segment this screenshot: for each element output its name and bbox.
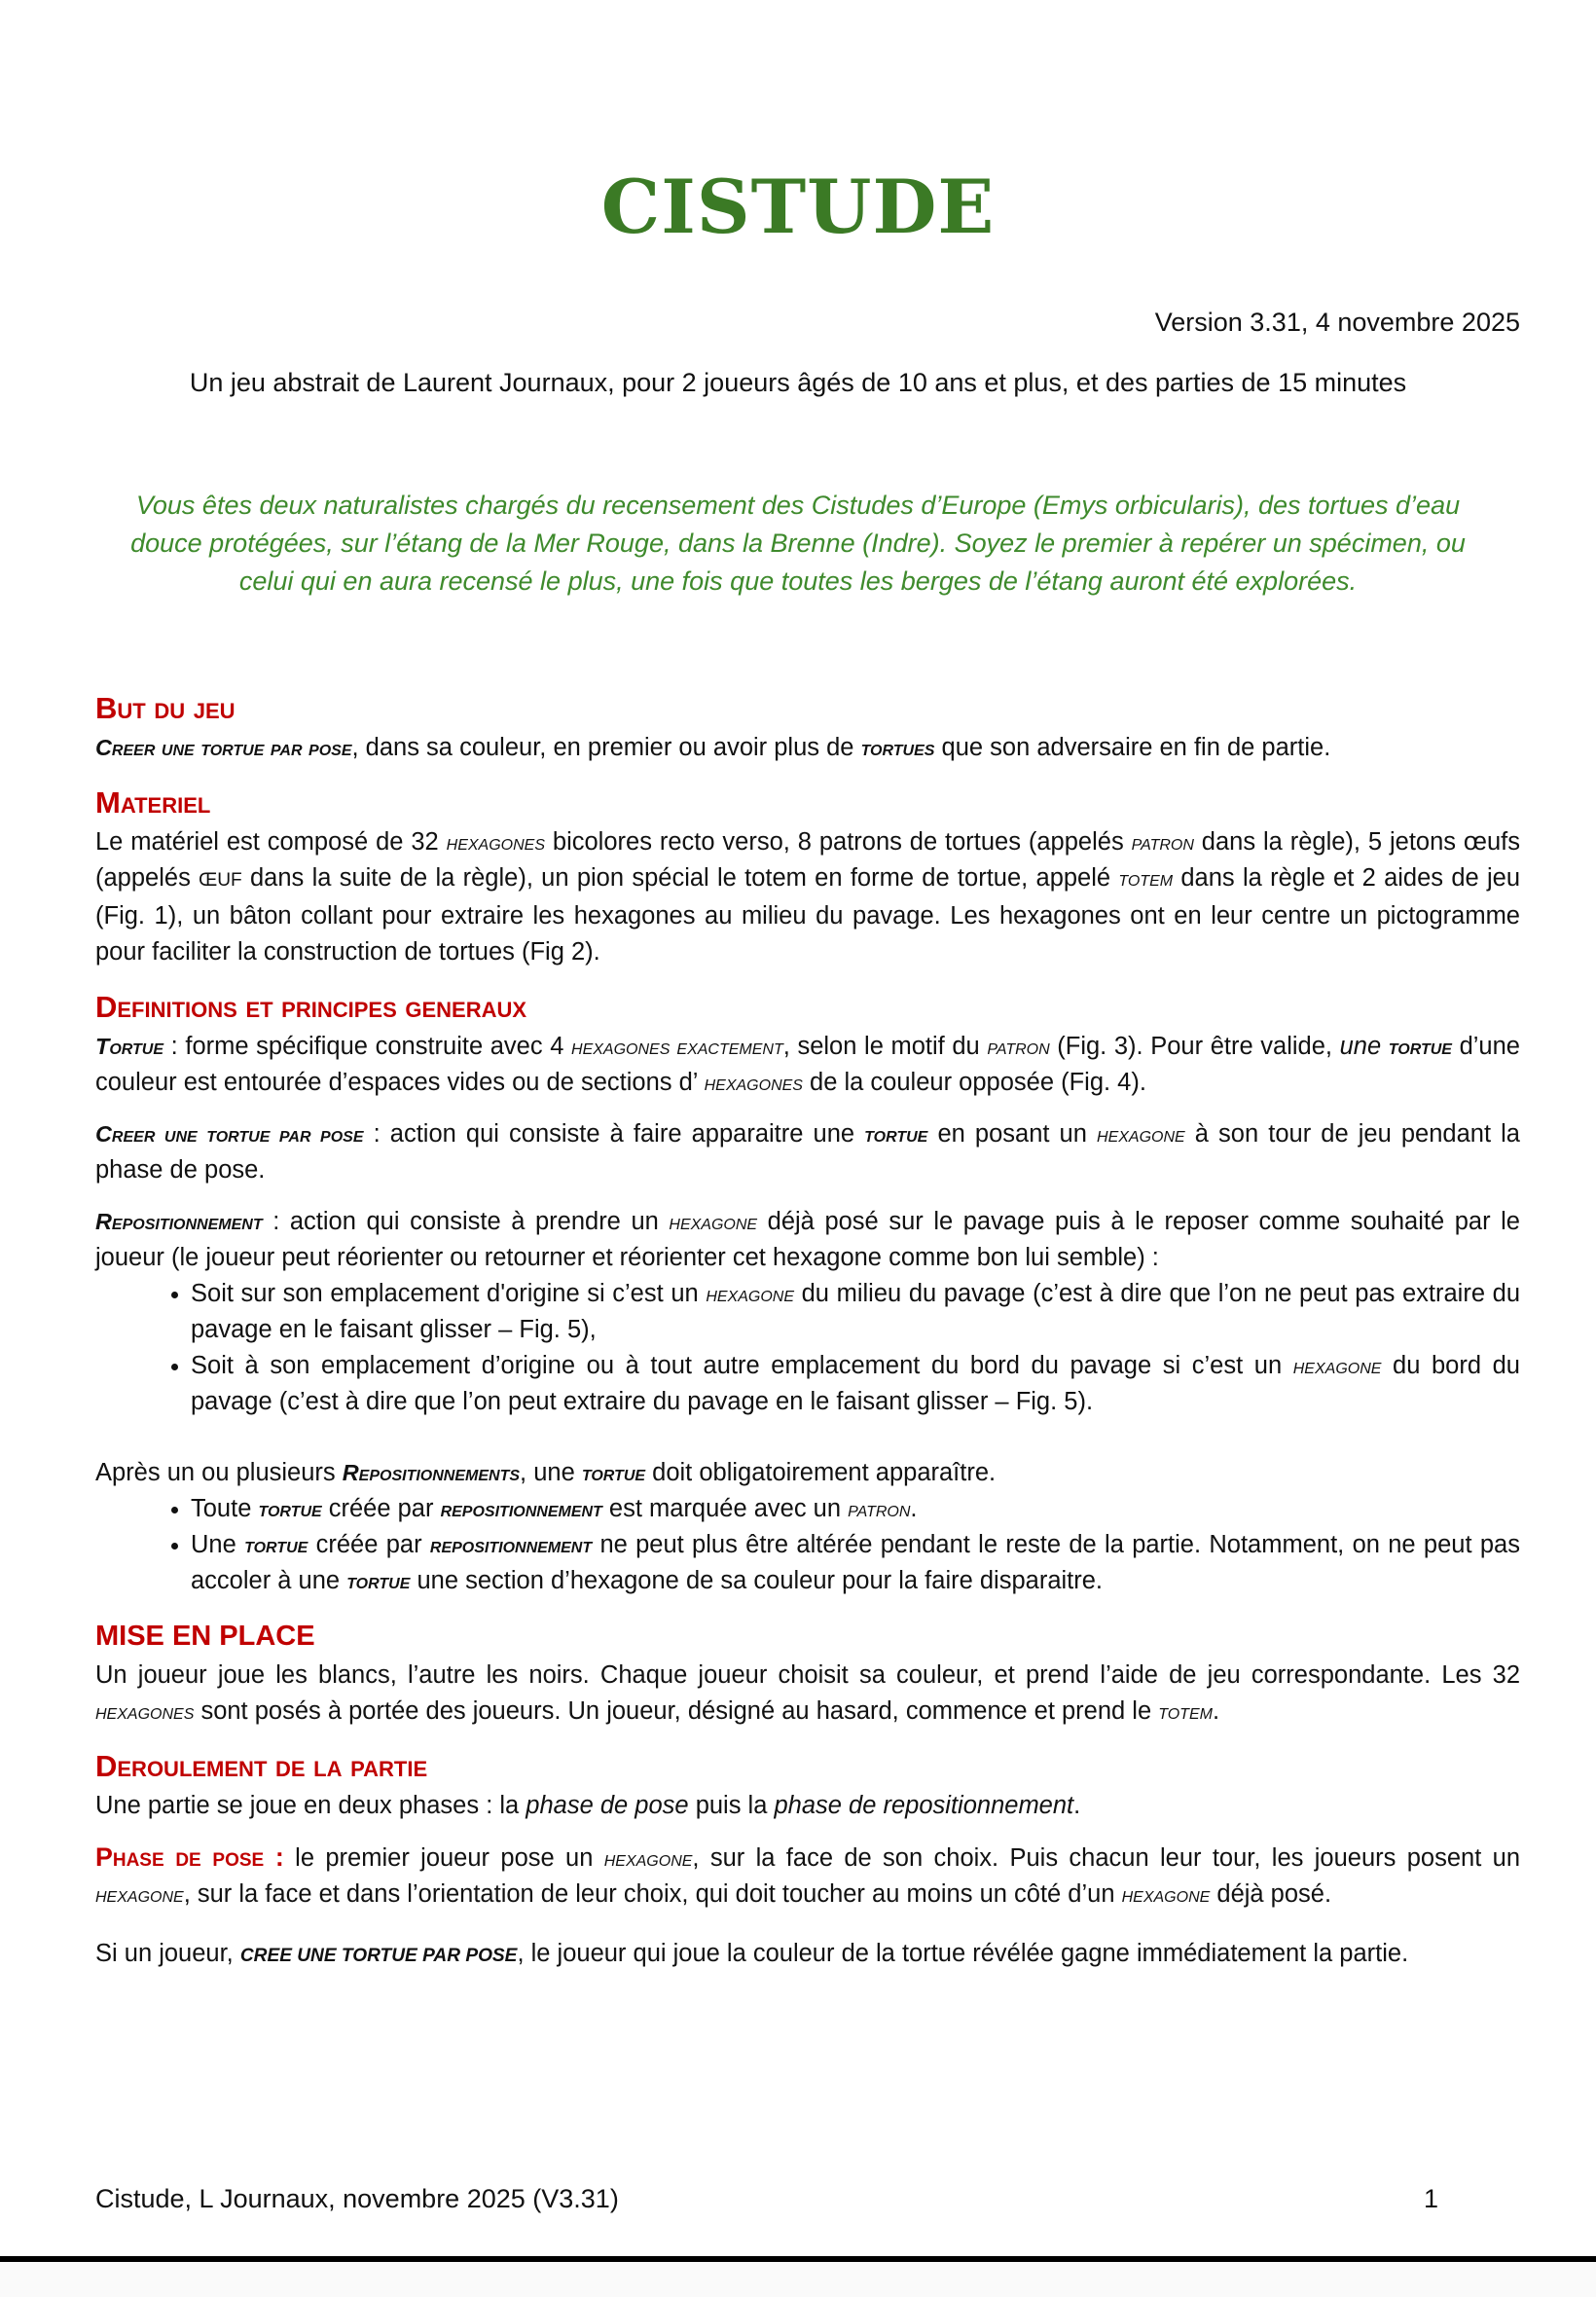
text-run: , dans sa couleur, en premier ou avoir plus de (351, 734, 861, 761)
paragraph-deroulement (95, 1788, 1520, 1824)
apres-list (95, 1491, 1520, 1599)
paragraph-mise-en-place (95, 1658, 1520, 1730)
term-bold: tortue (1388, 1034, 1452, 1059)
term-bold: tortue (258, 1496, 322, 1521)
term: hexagones (95, 1698, 195, 1724)
term: hexagone (95, 1881, 184, 1907)
text-run: bicolores recto verso, 8 patrons de tortues (appelés (545, 828, 1132, 856)
text-run: Si un joueur, (95, 1940, 240, 1967)
repositionnement-list (95, 1276, 1520, 1420)
term-bold: Repositionnement (95, 1209, 263, 1234)
text-run: , le joueur qui joue la couleur de la tortue révélée gagne immédiatement la partie. (517, 1940, 1409, 1967)
term: ŒUF (199, 870, 242, 891)
term: patron (848, 1496, 911, 1521)
term-bold: CREE UNE TORTUE PAR POSE (239, 1946, 518, 1966)
emphasis: phase de pose (526, 1792, 689, 1819)
term: totem (1158, 1698, 1213, 1724)
text-run: est marquée avec un (601, 1495, 849, 1522)
text-run: , selon le motif du (782, 1033, 988, 1060)
text-run: Le matériel est composé de 32 (95, 828, 447, 856)
emphasis: une (1339, 1033, 1382, 1060)
text-run: . (910, 1495, 918, 1522)
text-run: en posant un (927, 1120, 1098, 1148)
text-run: de la couleur opposée (Fig. 4). (802, 1069, 1146, 1096)
term: hexagone (1121, 1881, 1211, 1907)
inline-heading: Phase de pose : (95, 1842, 284, 1872)
text-run: , sur la face et dans l’orientation de leur choix, qui doit toucher au moins un côté d’un (183, 1880, 1122, 1908)
term-bold: tortue (864, 1121, 928, 1147)
page-number: 1 (1423, 2184, 1438, 2213)
term-bold: Creer une tortue par pose (95, 735, 352, 760)
text-run (1381, 1033, 1389, 1060)
term-bold: tortue (346, 1568, 411, 1593)
footer-text: Cistude, L Journaux, novembre 2025 (V3.31) (95, 2184, 619, 2213)
term-bold: Creer une tortue par pose (95, 1121, 364, 1147)
section-heading-but: But du jeu (95, 691, 236, 725)
text-run: que son adversaire en fin de partie. (934, 734, 1331, 761)
text-run: une section d’hexagone de sa couleur pour la faire disparaitre. (410, 1567, 1104, 1594)
text-run: dans la règle et 2 aides de jeu (Fig. 1), un bâton collant pour extraire les hexagones au milieu du pavage. Les hexagones ont en leur centre un pictogramme pour faciliter la construction de tortues (Fig 2). (95, 864, 1520, 966)
definition-repositionnement (95, 1204, 1520, 1276)
term: patron (987, 1034, 1050, 1059)
paragraph-but (95, 730, 1520, 766)
text-run: ne peut plus être altérée pendant le reste de la partie. Notamment, on ne peut pas accoler à une (191, 1531, 1520, 1594)
section-heading-definitions: Definitions et principes generaux (95, 990, 527, 1024)
text-run: créée par (308, 1531, 430, 1558)
text-run: , une (520, 1459, 582, 1486)
subtitle: Un jeu abstrait de Laurent Journaux, pour 2 joueurs âgés de 10 ans et plus, et des parties de 15 minutes (189, 368, 1407, 397)
next-page-edge (0, 2262, 1596, 2297)
text-run: . (1073, 1792, 1081, 1819)
term: hexagone (669, 1209, 758, 1234)
text-run: du bord du pavage (c’est à dire que l’on peut extraire du pavage en le faisant glisser – Fig. 5). (191, 1352, 1520, 1415)
page-footer (95, 2184, 1438, 2214)
text-run: créée par (321, 1495, 441, 1522)
term: hexagones exactement (571, 1034, 783, 1059)
text-run: Soit à son emplacement d’origine ou à tout autre emplacement du bord du pavage si c’est un (191, 1352, 1293, 1379)
list-item (191, 1276, 1520, 1348)
text-run: . (1212, 1697, 1220, 1725)
paragraph-victoire (95, 1936, 1520, 1974)
text-run: Une (191, 1531, 245, 1558)
term: patron (1131, 829, 1194, 855)
text-run: Une partie se joue en deux phases : la (95, 1792, 526, 1819)
text-run: Soit sur son emplacement d'origine si c’est un (191, 1280, 707, 1307)
paragraph-materiel (95, 824, 1520, 970)
section-heading-mise-en-place: MISE EN PLACE (95, 1621, 315, 1652)
term-bold: Tortue (95, 1034, 164, 1059)
rules-content (95, 687, 1520, 1974)
text-run: , sur la face de son choix. Puis chacun leur tour, les joueurs posent un (692, 1844, 1520, 1872)
term-bold: tortue (581, 1460, 646, 1485)
paragraph-apres (95, 1455, 1520, 1491)
term-bold: Repositionnements (342, 1460, 521, 1485)
definition-creer (95, 1116, 1520, 1188)
section-heading-deroulement: Deroulement de la partie (95, 1749, 428, 1783)
intro-paragraph: Vous êtes deux naturalistes chargés du recensement des Cistudes d’Europe (Emys orbicularis), des tortues d’eau douce protégées, sur l’étang de la Mer Rouge, dans la Brenne (Indre). Soyez le premier à repérer un spécimen, ou celui qui en aura recensé le plus, une fois que toutes les berges de l’étang auront été explorées. (130, 491, 1466, 596)
term-bold: tortue (244, 1532, 308, 1557)
term: hexagone (1292, 1353, 1382, 1378)
term-bold: repositionnement (440, 1496, 602, 1521)
text-run: déjà posé sur le pavage puis à le reposer comme souhaité par le joueur (le joueur peut réorienter ou retourner et réorienter cet hexagone comme bon lui semble) : (95, 1208, 1520, 1271)
text-run: : action qui consiste à faire apparaitre une (363, 1120, 865, 1148)
list-item (191, 1527, 1520, 1599)
document-title: CISTUDE (600, 164, 996, 250)
term: hexagone (706, 1281, 794, 1306)
term: totem (1118, 865, 1174, 891)
text-run: Un joueur joue les blancs, l’autre les noirs. Chaque joueur choisit sa couleur, et prend l’aide de jeu correspondante. Les 32 (95, 1661, 1520, 1689)
text-run: déjà posé. (1210, 1880, 1332, 1908)
text-run: dans la règle), 5 jetons œufs (appelés (95, 828, 1521, 892)
definition-tortue (95, 1029, 1520, 1101)
term: hexagones (446, 829, 545, 855)
text-run: du milieu du pavage (c’est à dire que l’on ne peut pas extraire du pavage en le faisant glisser – Fig. 5), (191, 1280, 1520, 1343)
text-run: puis la (688, 1792, 775, 1819)
paragraph-phase-de-pose (95, 1840, 1520, 1913)
term: hexagone (1097, 1121, 1185, 1147)
text-run: (Fig. 3). Pour être valide, (1049, 1033, 1340, 1060)
text-run: dans la suite de la règle), un pion spécial le totem en forme de tortue, appelé (241, 864, 1119, 892)
list-item (191, 1348, 1520, 1420)
text-run: d’une couleur est entourée d’espaces vides ou de sections d’ (95, 1033, 1520, 1096)
text-run: Après un ou plusieurs (95, 1459, 343, 1486)
text-run: sont posés à portée des joueurs. Un joueur, désigné au hasard, commence et prend le (194, 1697, 1159, 1725)
section-heading-materiel: Materiel (95, 785, 211, 820)
term: hexagones (704, 1070, 803, 1095)
emphasis: phase de repositionnement (774, 1792, 1074, 1819)
text-run: : action qui consiste à prendre un (262, 1208, 670, 1235)
text-run: le premier joueur pose un (283, 1844, 604, 1872)
version-line: Version 3.31, 4 novembre 2025 (1154, 308, 1520, 337)
text-run: : forme spécifique construite avec 4 (163, 1033, 572, 1060)
text-run: doit obligatoirement apparaître. (645, 1459, 997, 1486)
text-run: Toute (191, 1495, 259, 1522)
term: hexagone (603, 1845, 693, 1871)
term-bold: repositionnement (429, 1532, 593, 1557)
text-run: à son tour de jeu pendant la phase de pose. (95, 1120, 1520, 1184)
list-item (191, 1491, 1520, 1527)
term-bold: tortues (860, 735, 935, 760)
